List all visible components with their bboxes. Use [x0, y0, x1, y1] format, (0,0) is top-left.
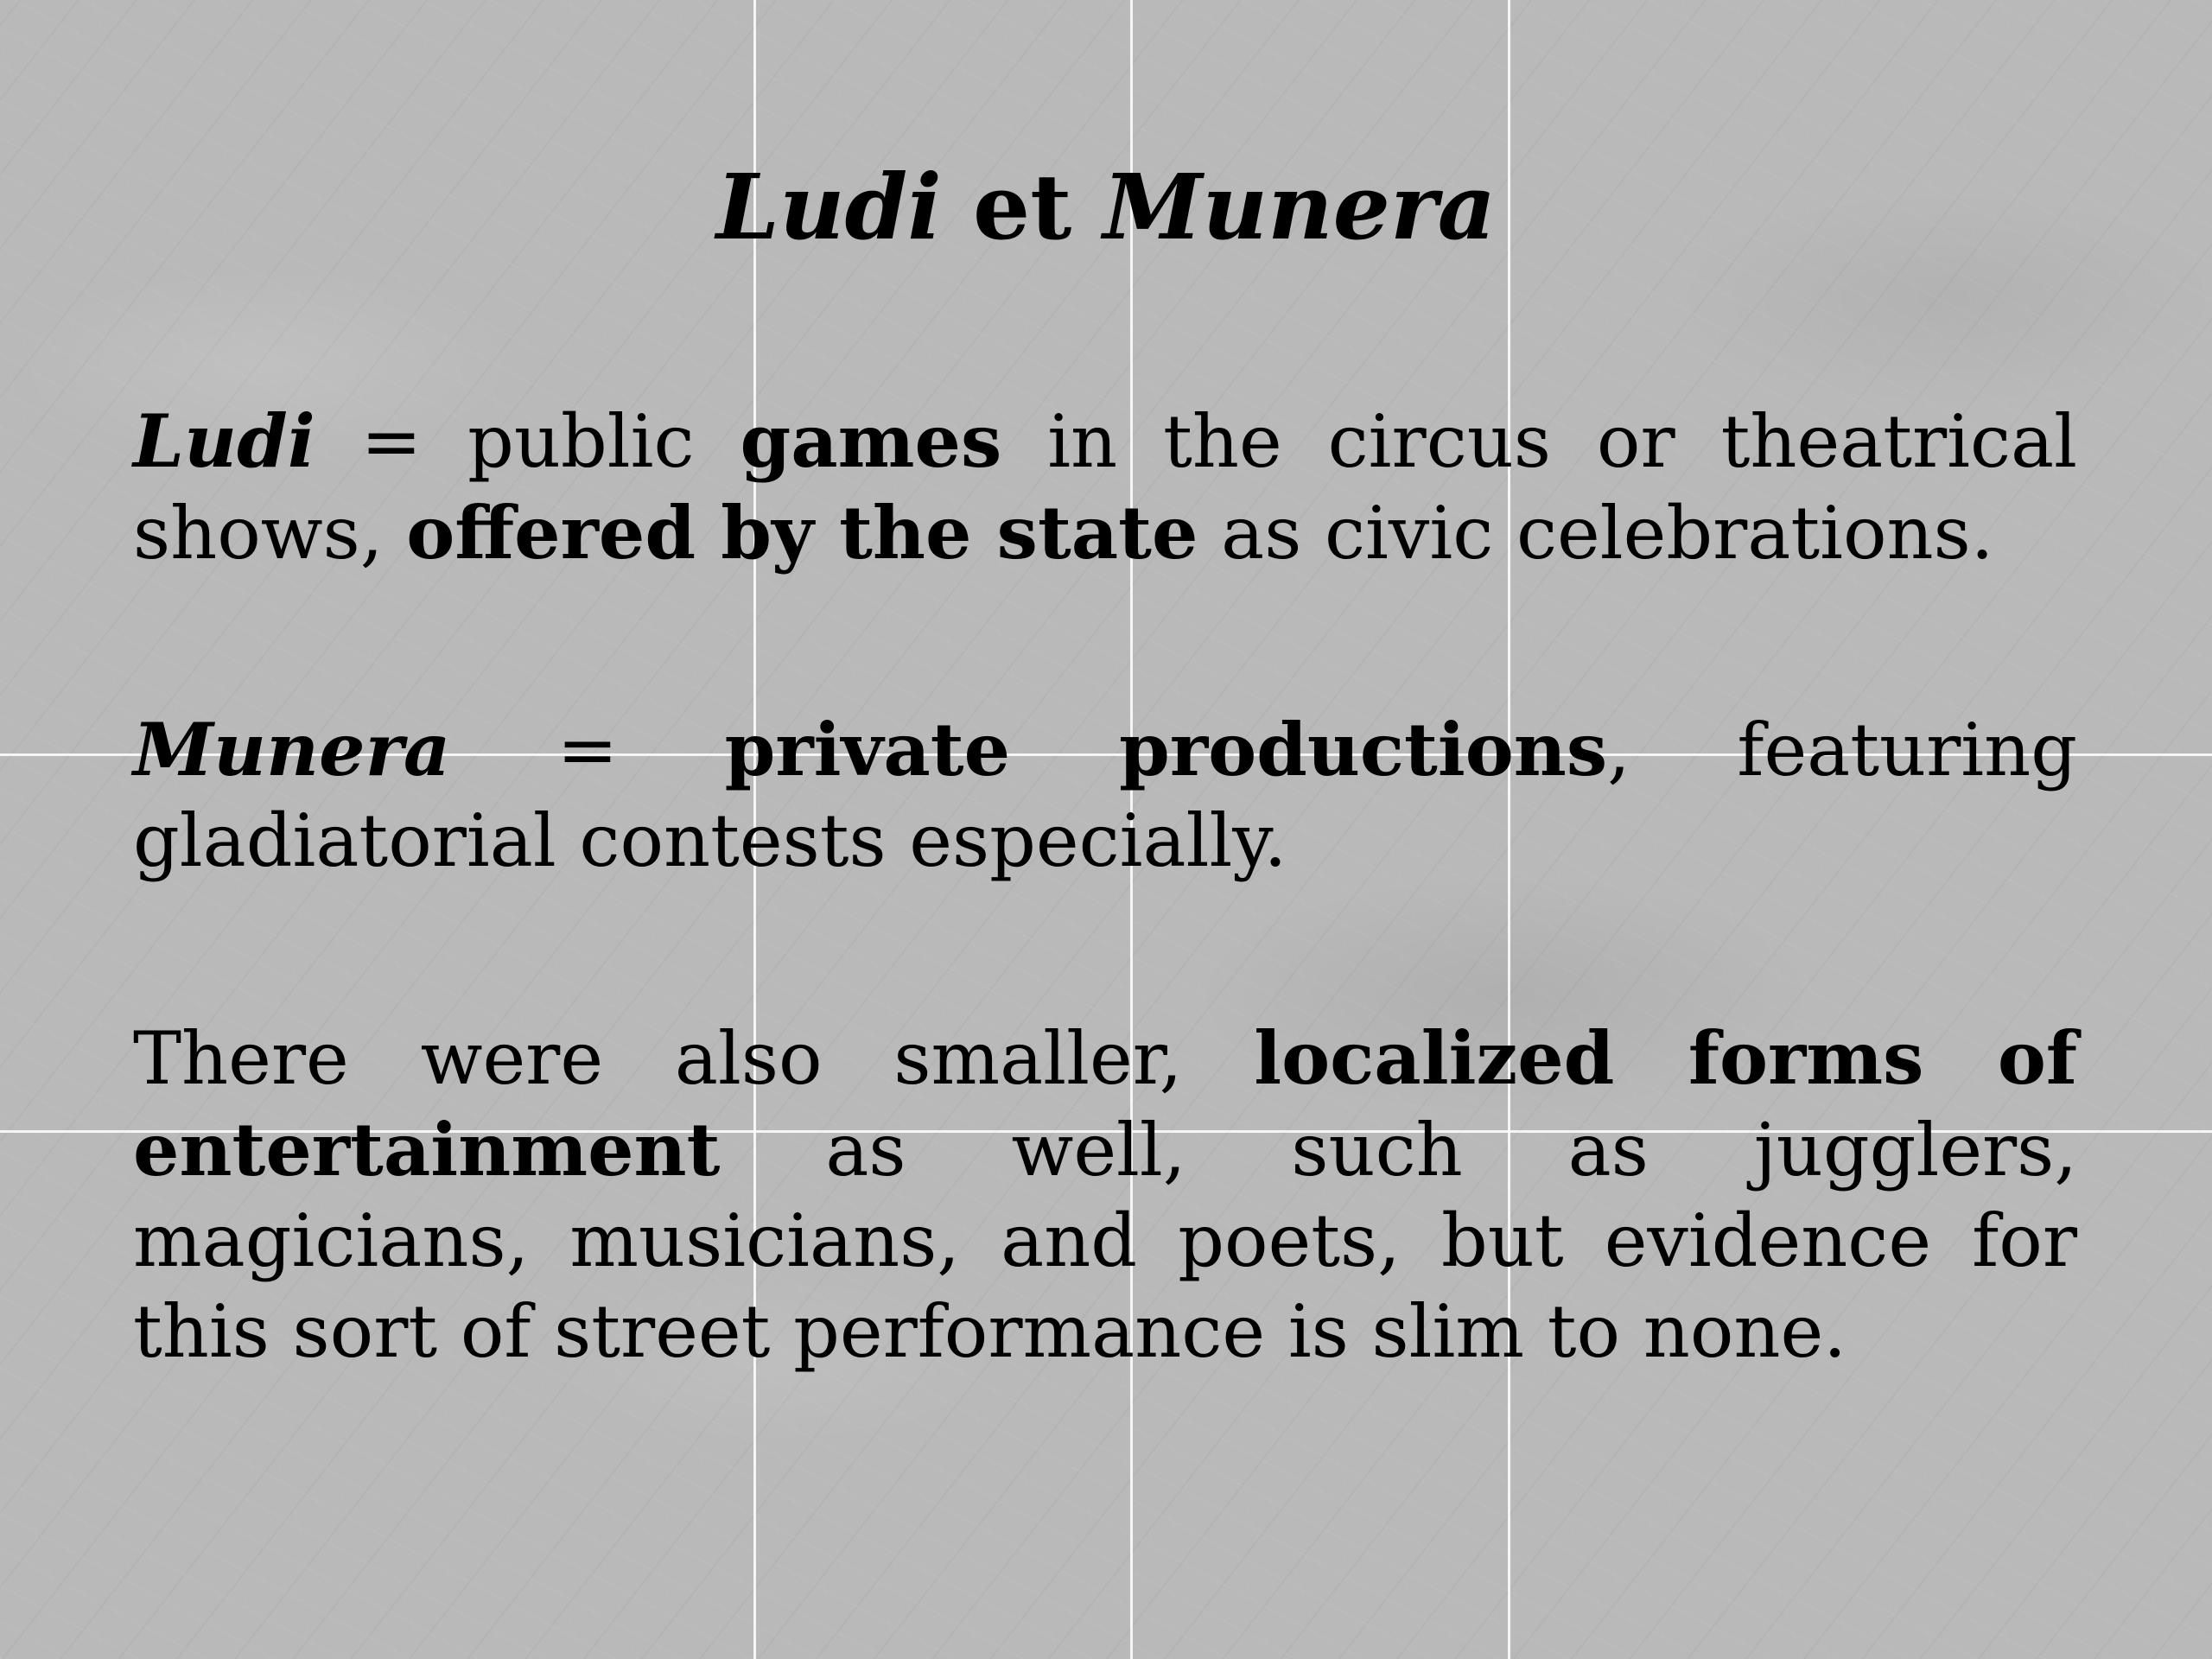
- paragraph-other-entertainment: [133, 1013, 2077, 1377]
- title-term-ludi: Ludi: [715, 154, 942, 260]
- paragraph-ludi-bold-1: games: [740, 398, 1002, 484]
- paragraph-munera-bold-1: private productions: [724, 707, 1608, 792]
- paragraph-ludi-text-2: in the circus or theatrical shows,: [133, 399, 2077, 575]
- paragraph-other-text-1: There were also smaller,: [133, 1016, 1255, 1101]
- paragraph-munera-text-1: =: [450, 708, 725, 792]
- title-connector: et: [941, 154, 1103, 260]
- paragraph-munera: [133, 704, 2077, 887]
- paragraph-other-text-2: as well, such as jugglers, magicians, musicians, and poets, but evidence for this sort of street performance is slim to none.: [133, 1108, 2077, 1374]
- paragraph-ludi-bold-2: offered by the state: [406, 490, 1198, 575]
- term-munera: Munera: [133, 707, 451, 792]
- paragraph-other-bold-1: localized forms of entertainment: [133, 1015, 2077, 1192]
- paragraph-munera-text-2: , featuring gladiatorial contests especially.: [133, 708, 2077, 883]
- title-term-munera: Munera: [1103, 154, 1497, 260]
- paragraph-ludi-text-3: as civic celebrations.: [1198, 491, 1994, 575]
- term-ludi: Ludi: [133, 398, 315, 484]
- paragraph-ludi-text-1: = public: [315, 399, 741, 484]
- slide-title: [0, 151, 2212, 264]
- paragraph-ludi: [133, 396, 2077, 579]
